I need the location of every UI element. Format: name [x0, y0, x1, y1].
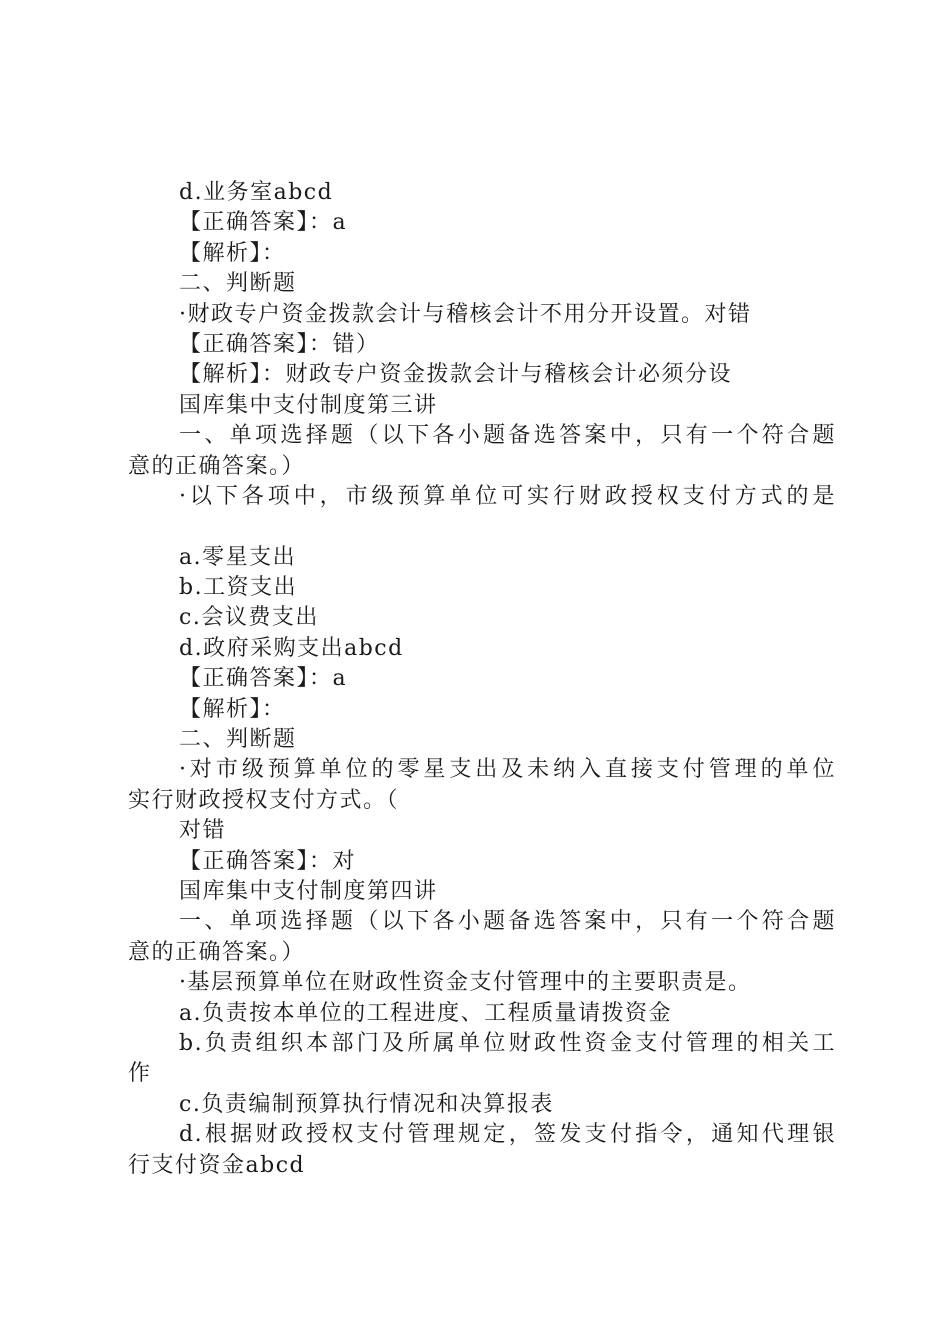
text-line: d.根据财政授权支付管理规定，签发支付指令，通知代理银 — [179, 1122, 836, 1148]
text-line: 国库集中支付制度第四讲 — [179, 878, 438, 904]
text-line: 二、判断题 — [179, 271, 297, 297]
text-line: 【正确答案】：a — [179, 210, 348, 236]
text-line: 【解析】： — [179, 696, 286, 722]
document-page — [128, 178, 836, 1181]
text-line: c.会议费支出 — [179, 605, 319, 631]
text-line: a.负责按本单位的工程进度、工程质量请拨资金 — [179, 1000, 673, 1026]
text-line: 【解析】：财政专户资金拨款会计与稽核会计必须分设 — [179, 362, 733, 388]
text-line: d.业务室abcd — [179, 180, 334, 205]
text-line: 意的正确答案。） — [128, 939, 306, 965]
text-line: 【正确答案】：对 — [179, 848, 357, 874]
text-line: ·财政专户资金拨款会计与稽核会计不用分开设置。对错 — [179, 301, 752, 327]
text-line: a.零星支出 — [179, 544, 297, 570]
text-line: ·基层预算单位在财政性资金支付管理中的主要职责是。 — [179, 970, 752, 996]
text-line: ·对市级预算单位的零星支出及未纳入直接支付管理的单位 — [179, 757, 836, 783]
text-line: 行支付资金abcd — [128, 1152, 306, 1178]
text-line: c.负责编制预算执行情况和决算报表 — [179, 1091, 554, 1117]
blank-line — [128, 512, 836, 542]
text-line: 二、判断题 — [179, 727, 297, 753]
text-line: b.工资支出 — [179, 575, 298, 601]
text-line: 一、单项选择题（以下各小题备选答案中，只有一个符合题 — [179, 423, 836, 449]
text-line: 对错 — [179, 818, 227, 844]
text-line: 一、单项选择题（以下各小题备选答案中，只有一个符合题 — [179, 909, 836, 935]
text-line: 作 — [128, 1061, 152, 1087]
text-line: 国库集中支付制度第三讲 — [179, 392, 438, 418]
text-line: 意的正确答案。） — [128, 453, 306, 479]
text-line: 实行财政授权支付方式。（ — [128, 787, 400, 813]
text-line: b.负责组织本部门及所属单位财政性资金支付管理的相关工 — [179, 1030, 836, 1056]
text-line: 【解析】： — [179, 240, 286, 266]
text-line: 【正确答案】：a — [179, 666, 348, 692]
text-line: d.政府采购支出abcd — [179, 635, 404, 661]
text-line: 【正确答案】：错） — [179, 331, 380, 357]
text-line: ·以下各项中，市级预算单位可实行财政授权支付方式的是 — [179, 483, 836, 509]
